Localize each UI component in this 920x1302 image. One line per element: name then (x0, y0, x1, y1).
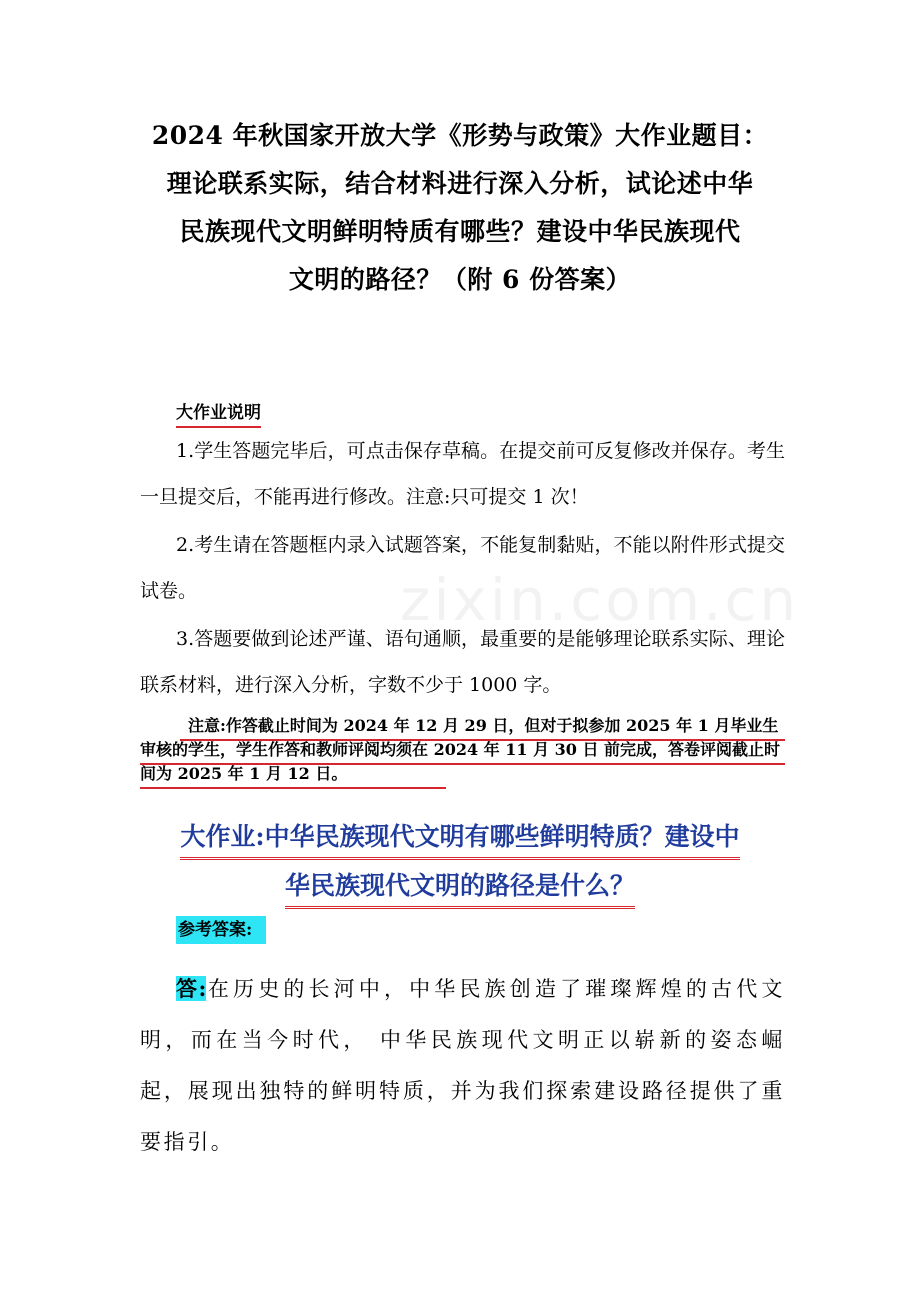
instruction-item: 3.答题要做到论述严谨、语句通顺，最重要的是能够理论联系实际、理论联系材料，进行深入分析，字数不少于 1000 字。 (140, 628, 785, 696)
instruction-item: 1.学生答题完毕后，可点击保存草稿。在提交前可反复修改并保存。考生一旦提交后，不能再进行修改。注意:只可提交 1 次！ (140, 440, 785, 508)
answer-text: 在历史的长河中，中华民族创造了璀璨辉煌的古代文明，而在当今时代， 中华民族现代文明正以崭新的姿态崛起，展现出独特的鲜明特质，并为我们探索建设路径提供了重要指引。 (140, 977, 785, 1154)
notice-underline (180, 739, 785, 741)
title-line: 文明的路径？（附 6 份答案） (288, 265, 632, 294)
title-line: 2024 年秋国家开放大学《形势与政策》大作业题目： (151, 121, 769, 150)
homework-title-line: 华民族现代文明的路径是什么？ (285, 867, 635, 909)
title-line: 民族现代文明鲜明特质有哪些？建设中华民族现代 (179, 217, 741, 246)
document-title (120, 112, 800, 304)
instruction-item: 2.考生请在答题框内录入试题答案，不能复制黏贴，不能以附件形式提交试卷。 (140, 534, 785, 602)
instructions-heading: 大作业说明 (176, 401, 261, 428)
notice-underline (140, 763, 785, 765)
answer-prefix: 答: (176, 976, 207, 1001)
title-line: 理论联系实际，结合材料进行深入分析，试论述中华 (166, 169, 754, 198)
reference-answer-label: 参考答案: (176, 916, 266, 944)
watermark: zixin.com.cn (400, 566, 800, 634)
deadline-notice-text: 注意:作答截止时间为 2024 年 12 月 29 日，但对于拟参加 2025 年 1 月毕业生审核的学生，学生作答和教师评阅均须在 2024 年 11 月 30 日 前完成，答卷评阅截止时间为 2025 年 1 月 12 日。 (140, 716, 781, 783)
answer-paragraph (140, 963, 785, 1168)
deadline-notice (140, 714, 785, 786)
notice-underline (140, 787, 446, 789)
homework-title (130, 815, 790, 913)
homework-title-line: 大作业:中华民族现代文明有哪些鲜明特质？建设中 (180, 818, 739, 860)
